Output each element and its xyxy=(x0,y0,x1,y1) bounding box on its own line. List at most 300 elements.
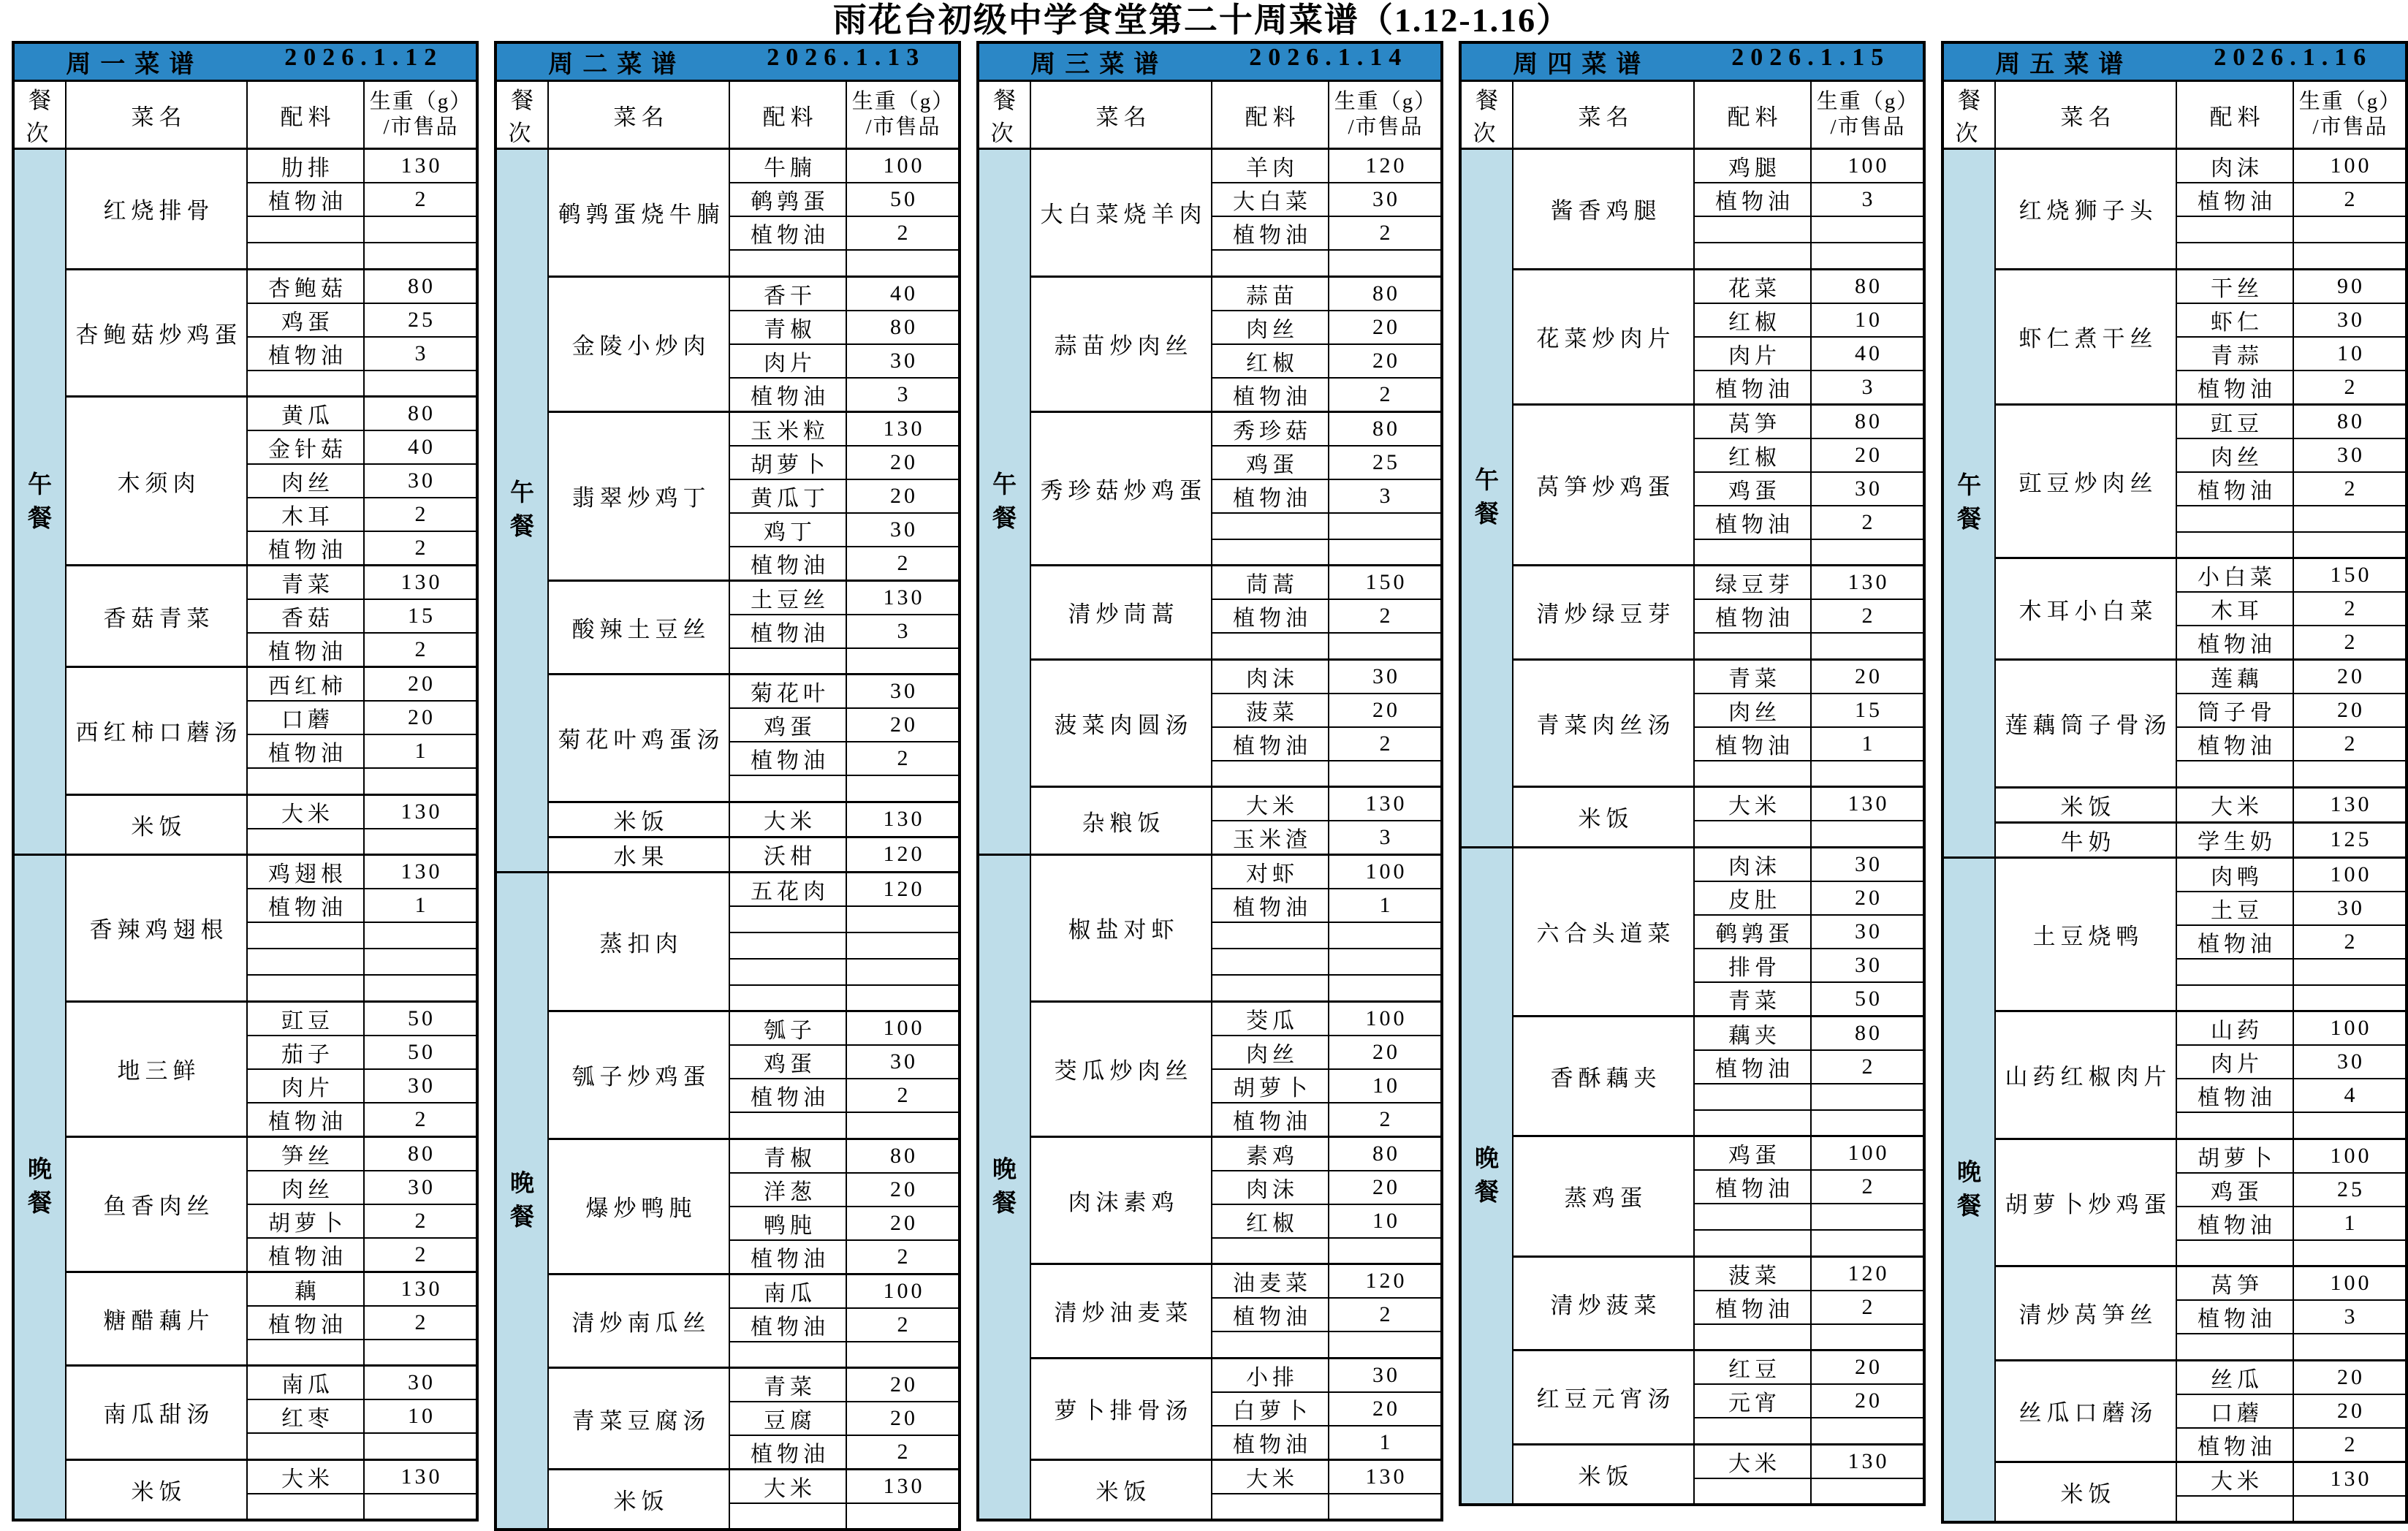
ingredient-row xyxy=(495,675,960,709)
weight-cell xyxy=(2293,1334,2407,1360)
weight-cell: 2 xyxy=(1329,378,1442,412)
weight-cell: 30 xyxy=(846,1045,960,1079)
meal-label-char: 餐 xyxy=(28,505,52,532)
dish-name-cell: 木须肉 xyxy=(66,397,247,566)
weight-cell xyxy=(2293,506,2407,532)
ingredient-cell xyxy=(247,949,364,975)
ingredient-row xyxy=(13,566,477,600)
weight-cell: 2 xyxy=(1811,599,1924,633)
weight-cell: 20 xyxy=(364,701,477,734)
ingredient-cell xyxy=(247,975,364,1001)
weight-cell xyxy=(1329,949,1442,975)
weight-cell: 130 xyxy=(1329,1459,1442,1494)
weight-cell: 2 xyxy=(2293,183,2407,216)
ingredient-cell xyxy=(729,648,846,675)
dish-name-cell: 丝瓜口蘑汤 xyxy=(1995,1360,2176,1462)
ingredient-cell: 青菜 xyxy=(1694,659,1811,694)
col-header-ingredient: 配料 xyxy=(247,81,364,149)
ingredient-cell: 鸡腿 xyxy=(1694,149,1811,183)
ingredient-cell: 口蘑 xyxy=(2176,1394,2293,1428)
meal-label-char: 餐 xyxy=(1475,501,1499,528)
ingredient-row xyxy=(13,269,477,303)
ingredient-cell xyxy=(729,906,846,932)
weight-cell: 2 xyxy=(1329,1103,1442,1137)
ingredient-cell: 鸡蛋 xyxy=(2176,1173,2293,1207)
weight-cell: 15 xyxy=(1811,694,1924,727)
ingredient-row xyxy=(1460,566,1924,600)
ingredient-cell: 红椒 xyxy=(1694,438,1811,472)
weight-cell: 30 xyxy=(2293,1045,2407,1079)
dish-name-cell: 土豆烧鸭 xyxy=(1995,857,2176,1011)
dish-name-cell: 大白菜烧羊肉 xyxy=(1030,149,1212,277)
ingredient-row xyxy=(13,1459,477,1494)
weight-cell: 120 xyxy=(1811,1256,1924,1291)
ingredient-cell: 植物油 xyxy=(1212,599,1329,633)
meal-label-char: 晚 xyxy=(510,1170,534,1197)
weight-cell: 20 xyxy=(2293,1394,2407,1428)
dish-name-cell: 菊花叶鸡蛋汤 xyxy=(548,675,729,802)
ingredient-cell xyxy=(1212,513,1329,539)
ingredient-cell xyxy=(2176,1334,2293,1360)
weight-cell: 20 xyxy=(846,446,960,479)
weight-cell: 50 xyxy=(846,183,960,216)
weight-cell: 2 xyxy=(846,1079,960,1112)
weight-cell: 90 xyxy=(2293,269,2407,303)
ingredient-cell: 菠菜 xyxy=(1212,694,1329,727)
col-header-weight xyxy=(1811,81,1924,149)
ingredient-cell xyxy=(1694,1230,1811,1256)
weight-cell xyxy=(2293,1496,2407,1522)
day-header xyxy=(497,44,958,80)
day-header-cell xyxy=(495,42,960,81)
ingredient-row xyxy=(1942,1139,2407,1173)
weight-cell: 80 xyxy=(2293,404,2407,438)
ingredient-cell: 红椒 xyxy=(1694,303,1811,337)
ingredient-cell: 肉片 xyxy=(729,344,846,378)
dish-name-cell: 地三鲜 xyxy=(66,1001,247,1136)
ingredient-row xyxy=(1942,660,2407,694)
weight-cell: 20 xyxy=(1811,1350,1924,1385)
ingredient-row xyxy=(1942,1266,2407,1301)
weight-cell: 1 xyxy=(1329,889,1442,922)
ingredient-row xyxy=(495,1274,960,1308)
column-header-row xyxy=(978,81,1442,149)
ingredient-row xyxy=(1942,1462,2407,1496)
weight-cell: 100 xyxy=(2293,857,2407,892)
dish-name-cell: 红烧狮子头 xyxy=(1995,149,2176,270)
ingredient-cell xyxy=(1694,821,1811,847)
weight-cell: 120 xyxy=(1329,149,1442,183)
ingredient-cell: 植物油 xyxy=(247,889,364,922)
weight-cell xyxy=(846,985,960,1011)
weight-cell: 30 xyxy=(364,1069,477,1103)
day-title: 周二菜谱 xyxy=(548,51,686,78)
ingredient-cell: 青椒 xyxy=(729,1139,846,1173)
column-header-row xyxy=(13,81,477,149)
weight-cell: 20 xyxy=(1329,1392,1442,1426)
dish-name-cell: 米饭 xyxy=(548,1470,729,1530)
day-header-cell xyxy=(978,42,1442,81)
ingredient-cell xyxy=(729,250,846,276)
column-header-row xyxy=(1942,81,2407,149)
dish-name-cell: 牛奶 xyxy=(1995,822,2176,857)
ingredient-cell: 植物油 xyxy=(2176,1300,2293,1334)
dish-name-cell: 清炒绿豆芽 xyxy=(1513,566,1694,660)
dish-name-cell: 青菜肉丝汤 xyxy=(1513,659,1694,787)
day-header xyxy=(15,44,476,80)
weight-cell: 130 xyxy=(846,580,960,615)
ingredient-cell: 植物油 xyxy=(247,633,364,667)
ingredient-cell: 植物油 xyxy=(1694,599,1811,633)
day-title: 周五菜谱 xyxy=(1995,51,2133,78)
weight-cell xyxy=(1811,761,1924,787)
ingredient-row xyxy=(13,1366,477,1400)
col-header-ingredient: 配料 xyxy=(1212,81,1329,149)
ingredient-cell xyxy=(1694,1110,1811,1136)
ingredient-cell: 植物油 xyxy=(729,547,846,581)
ingredient-cell: 红枣 xyxy=(247,1399,364,1433)
weight-cell: 1 xyxy=(364,889,477,922)
ingredient-cell xyxy=(247,1433,364,1459)
ingredient-cell: 鸡蛋 xyxy=(1694,472,1811,506)
ingredient-cell: 肉丝 xyxy=(1212,1036,1329,1069)
meal-label-lunch xyxy=(1942,149,1995,858)
ingredient-cell: 鸡丁 xyxy=(729,513,846,547)
day-table-3 xyxy=(976,41,1443,1521)
ingredient-cell xyxy=(247,922,364,949)
weight-cell: 130 xyxy=(846,802,960,837)
meal-label-char: 晚 xyxy=(28,1157,52,1184)
ingredient-row xyxy=(1460,1136,1924,1171)
day-table-2 xyxy=(494,41,961,1531)
ingredient-cell: 鹌鹑蛋 xyxy=(1694,915,1811,949)
weight-cell xyxy=(1811,1478,1924,1505)
ingredient-cell: 笋丝 xyxy=(247,1136,364,1171)
meal-label-char: 午 xyxy=(28,471,52,498)
weight-cell: 20 xyxy=(1329,311,1442,344)
weight-cell: 20 xyxy=(1811,659,1924,694)
ingredient-cell: 干丝 xyxy=(2176,269,2293,303)
weight-cell: 3 xyxy=(1329,479,1442,513)
ingredient-cell: 素鸡 xyxy=(1212,1136,1329,1171)
weight-cell: 20 xyxy=(1329,1036,1442,1069)
ingredient-cell: 肉丝 xyxy=(2176,438,2293,472)
ingredient-cell: 鸡蛋 xyxy=(1212,446,1329,479)
weight-cell: 150 xyxy=(2293,558,2407,593)
ingredient-cell xyxy=(729,932,846,959)
weight-cell: 1 xyxy=(2293,1207,2407,1240)
weight-cell: 2 xyxy=(364,183,477,216)
weight-cell: 2 xyxy=(846,1240,960,1274)
weight-cell: 80 xyxy=(364,397,477,431)
weight-cell: 1 xyxy=(364,734,477,768)
ingredient-cell: 牛腩 xyxy=(729,149,846,183)
weight-cell: 2 xyxy=(1811,506,1924,539)
ingredient-row xyxy=(1942,857,2407,892)
weight-cell: 30 xyxy=(1811,472,1924,506)
day-table-1 xyxy=(12,41,479,1521)
weight-cell xyxy=(364,1433,477,1459)
ingredient-row xyxy=(1942,1360,2407,1394)
ingredient-cell: 木耳 xyxy=(247,498,364,531)
weight-cell xyxy=(2293,532,2407,558)
ingredient-cell: 莲藕 xyxy=(2176,660,2293,694)
day-header-row xyxy=(13,42,477,81)
ingredient-row xyxy=(13,1001,477,1036)
weight-header-line1: 生重（g） xyxy=(369,90,473,113)
weight-cell: 3 xyxy=(2293,1300,2407,1334)
weight-cell: 30 xyxy=(2293,303,2407,337)
weight-cell: 80 xyxy=(1811,269,1924,303)
ingredient-cell: 洋葱 xyxy=(729,1173,846,1207)
weight-cell: 100 xyxy=(1329,1001,1442,1036)
ingredient-cell xyxy=(1212,1331,1329,1358)
dish-name-cell: 红豆元宵汤 xyxy=(1513,1350,1694,1445)
weight-cell: 100 xyxy=(846,1274,960,1308)
ingredient-cell: 植物油 xyxy=(1694,1170,1811,1204)
ingredient-cell: 青椒 xyxy=(729,311,846,344)
ingredient-cell: 大米 xyxy=(2176,1462,2293,1496)
ingredient-cell: 青菜 xyxy=(729,1368,846,1402)
weight-cell: 20 xyxy=(846,1368,960,1402)
dish-name-cell: 蒜苗炒肉丝 xyxy=(1030,276,1212,411)
ingredient-cell xyxy=(729,1503,846,1530)
weight-cell: 20 xyxy=(2293,1360,2407,1394)
day-header xyxy=(1462,44,1923,80)
dish-name-cell: 胡萝卜炒鸡蛋 xyxy=(1995,1139,2176,1266)
dish-name-cell: 清炒茼蒿 xyxy=(1030,566,1212,660)
ingredient-cell: 胡萝卜 xyxy=(1212,1069,1329,1103)
ingredient-cell xyxy=(1694,633,1811,659)
ingredient-row xyxy=(1460,269,1924,303)
ingredient-cell: 大米 xyxy=(1212,787,1329,821)
day-header-row xyxy=(1942,42,2407,81)
weight-cell: 30 xyxy=(1811,915,1924,949)
weight-cell xyxy=(2293,1240,2407,1266)
weight-cell xyxy=(364,371,477,397)
weight-cell: 20 xyxy=(846,1173,960,1207)
col-header-dish: 菜名 xyxy=(548,81,729,149)
meal-label-char: 午 xyxy=(1957,473,1981,500)
meal-label-dinner xyxy=(13,855,66,1520)
ingredient-cell: 植物油 xyxy=(1694,183,1811,216)
weight-cell xyxy=(1329,250,1442,276)
dish-name-cell: 香辣鸡翅根 xyxy=(66,855,247,1002)
ingredient-row xyxy=(978,276,1442,311)
ingredient-cell: 大白菜 xyxy=(1212,183,1329,216)
ingredient-cell xyxy=(1694,539,1811,566)
ingredient-cell: 植物油 xyxy=(247,531,364,566)
weight-cell: 80 xyxy=(1811,404,1924,438)
ingredient-cell: 鸡蛋 xyxy=(247,303,364,337)
dish-name-cell: 豇豆炒肉丝 xyxy=(1995,404,2176,558)
weight-cell: 2 xyxy=(364,633,477,667)
ingredient-cell: 植物油 xyxy=(1212,216,1329,250)
col-header-weight xyxy=(364,81,477,149)
ingredient-cell xyxy=(1212,975,1329,1001)
day-table-5 xyxy=(1941,41,2408,1524)
weight-cell xyxy=(846,959,960,985)
meal-label-char: 餐 xyxy=(1957,506,1981,533)
weight-cell: 40 xyxy=(1811,337,1924,371)
ingredient-cell: 虾仁 xyxy=(2176,303,2293,337)
weight-cell: 3 xyxy=(1329,821,1442,855)
meal-label-dinner xyxy=(1460,847,1513,1505)
weight-cell: 2 xyxy=(1329,727,1442,761)
weight-cell xyxy=(364,1494,477,1520)
ingredient-cell: 植物油 xyxy=(247,1103,364,1137)
ingredient-cell xyxy=(247,216,364,243)
dish-name-cell: 虾仁煮干丝 xyxy=(1995,269,2176,404)
ingredient-row xyxy=(495,411,960,446)
dish-name-cell: 南瓜甜汤 xyxy=(66,1366,247,1460)
page-title: 雨花台初级中学食堂第二十周菜谱（1.12-1.16） xyxy=(832,1,1572,39)
ingredient-cell: 皮肚 xyxy=(1694,881,1811,915)
weight-cell xyxy=(846,1503,960,1530)
ingredient-row xyxy=(13,855,477,889)
dish-name-cell: 萝卜排骨汤 xyxy=(1030,1358,1212,1459)
ingredient-row xyxy=(495,1139,960,1173)
ingredient-cell xyxy=(1212,1494,1329,1520)
dish-name-cell: 秀珍菇炒鸡蛋 xyxy=(1030,411,1212,566)
ingredient-cell: 肉沫 xyxy=(1694,847,1811,881)
ingredient-cell: 植物油 xyxy=(729,1308,846,1342)
ingredient-row xyxy=(495,149,960,183)
dish-name-cell: 山药红椒肉片 xyxy=(1995,1011,2176,1139)
weight-cell xyxy=(1811,1204,1924,1230)
ingredient-cell: 油麦菜 xyxy=(1212,1264,1329,1299)
ingredient-cell: 小白菜 xyxy=(2176,558,2293,593)
weight-cell: 2 xyxy=(364,1204,477,1238)
weight-cell xyxy=(2293,216,2407,243)
dish-name-cell: 茭瓜炒肉丝 xyxy=(1030,1001,1212,1136)
weight-cell xyxy=(2293,1112,2407,1139)
weight-cell: 2 xyxy=(846,1308,960,1342)
weight-cell xyxy=(2293,985,2407,1011)
weight-cell: 50 xyxy=(364,1001,477,1036)
ingredient-cell: 红椒 xyxy=(1212,1204,1329,1238)
ingredient-cell xyxy=(1212,1238,1329,1264)
ingredient-cell: 山药 xyxy=(2176,1011,2293,1046)
dish-name-cell: 米饭 xyxy=(1513,1444,1694,1505)
ingredient-cell: 植物油 xyxy=(2176,1428,2293,1462)
dish-name-cell: 杏鲍菇炒鸡蛋 xyxy=(66,269,247,397)
weight-cell: 20 xyxy=(1811,881,1924,915)
ingredient-cell xyxy=(1694,243,1811,269)
ingredient-cell: 植物油 xyxy=(247,1238,364,1272)
weight-cell: 80 xyxy=(1811,1016,1924,1050)
meal-label-char: 午 xyxy=(992,471,1017,498)
weight-cell: 20 xyxy=(1329,344,1442,378)
ingredient-row xyxy=(1460,149,1924,183)
meal-label-dinner xyxy=(1942,857,1995,1522)
ingredient-cell: 肉片 xyxy=(247,1069,364,1103)
ingredient-cell: 排骨 xyxy=(1694,949,1811,982)
weight-cell: 2 xyxy=(1329,216,1442,250)
ingredient-row xyxy=(495,872,960,906)
ingredient-row xyxy=(978,1459,1442,1494)
weight-cell: 30 xyxy=(1329,1358,1442,1392)
ingredient-cell: 大米 xyxy=(1694,1444,1811,1478)
dish-name-cell: 鱼香肉丝 xyxy=(66,1136,247,1272)
ingredient-cell: 植物油 xyxy=(1694,727,1811,761)
ingredient-cell: 植物油 xyxy=(247,183,364,216)
ingredient-cell: 大米 xyxy=(1212,1459,1329,1494)
ingredient-cell: 黄瓜 xyxy=(247,397,364,431)
ingredient-cell: 肉沫 xyxy=(1212,659,1329,694)
ingredient-row xyxy=(1942,787,2407,822)
weight-cell: 1 xyxy=(1811,727,1924,761)
weight-cell xyxy=(1329,975,1442,1001)
ingredient-cell: 丝瓜 xyxy=(2176,1360,2293,1394)
ingredient-row xyxy=(978,411,1442,446)
ingredient-cell xyxy=(2176,216,2293,243)
ingredient-cell xyxy=(247,243,364,269)
ingredient-cell: 大米 xyxy=(2176,787,2293,822)
weight-cell xyxy=(1811,821,1924,847)
weight-cell xyxy=(364,1340,477,1366)
weight-header-line1: 生重（g） xyxy=(1334,90,1437,113)
ingredient-row xyxy=(978,149,1442,183)
dish-name-cell: 爆炒鸭肫 xyxy=(548,1139,729,1274)
dish-name-cell: 清炒油麦菜 xyxy=(1030,1264,1212,1359)
dish-name-cell: 红烧排骨 xyxy=(66,149,247,270)
ingredient-cell xyxy=(247,768,364,794)
ingredient-cell xyxy=(2176,506,2293,532)
weight-cell xyxy=(364,975,477,1001)
ingredient-row xyxy=(978,659,1442,694)
weight-cell: 2 xyxy=(846,742,960,775)
col-header-dish: 菜名 xyxy=(1513,81,1694,149)
ingredient-cell: 莴笋 xyxy=(2176,1266,2293,1301)
ingredient-row xyxy=(495,837,960,872)
col-header-meal: 餐次 xyxy=(1460,81,1513,149)
column-header-row xyxy=(1460,81,1924,149)
ingredient-row xyxy=(495,1011,960,1046)
weight-cell xyxy=(364,949,477,975)
weight-header-line2: /市售品 xyxy=(865,115,941,139)
ingredient-cell: 鸭肫 xyxy=(729,1207,846,1240)
meal-label-lunch xyxy=(978,149,1030,855)
ingredient-cell: 元宵 xyxy=(1694,1384,1811,1418)
dish-name-cell: 酸辣土豆丝 xyxy=(548,580,729,675)
ingredient-cell: 植物油 xyxy=(1212,727,1329,761)
meal-label-char: 午 xyxy=(1475,468,1499,495)
dish-name-cell: 酱香鸡腿 xyxy=(1513,149,1694,270)
day-date: 2026.1.12 xyxy=(284,44,444,71)
ingredient-cell xyxy=(2176,959,2293,985)
weight-cell: 30 xyxy=(1811,847,1924,881)
ingredient-cell: 青菜 xyxy=(1694,982,1811,1017)
ingredient-row xyxy=(13,397,477,431)
weight-cell: 20 xyxy=(846,1207,960,1240)
meal-label-char: 午 xyxy=(510,480,534,507)
ingredient-cell: 植物油 xyxy=(1212,479,1329,513)
weight-cell: 50 xyxy=(364,1036,477,1069)
ingredient-cell: 学生奶 xyxy=(2176,822,2293,857)
weight-cell xyxy=(846,932,960,959)
ingredient-cell: 鹌鹑蛋 xyxy=(729,183,846,216)
day-header-cell xyxy=(13,42,477,81)
weight-cell: 30 xyxy=(364,1366,477,1400)
ingredient-row xyxy=(13,149,477,183)
ingredient-cell: 对虾 xyxy=(1212,855,1329,889)
weight-cell: 50 xyxy=(1811,982,1924,1017)
weight-cell: 130 xyxy=(1811,787,1924,821)
ingredient-cell xyxy=(247,371,364,397)
dish-name-cell: 莲藕筒子骨汤 xyxy=(1995,660,2176,788)
ingredient-cell: 植物油 xyxy=(1694,506,1811,539)
